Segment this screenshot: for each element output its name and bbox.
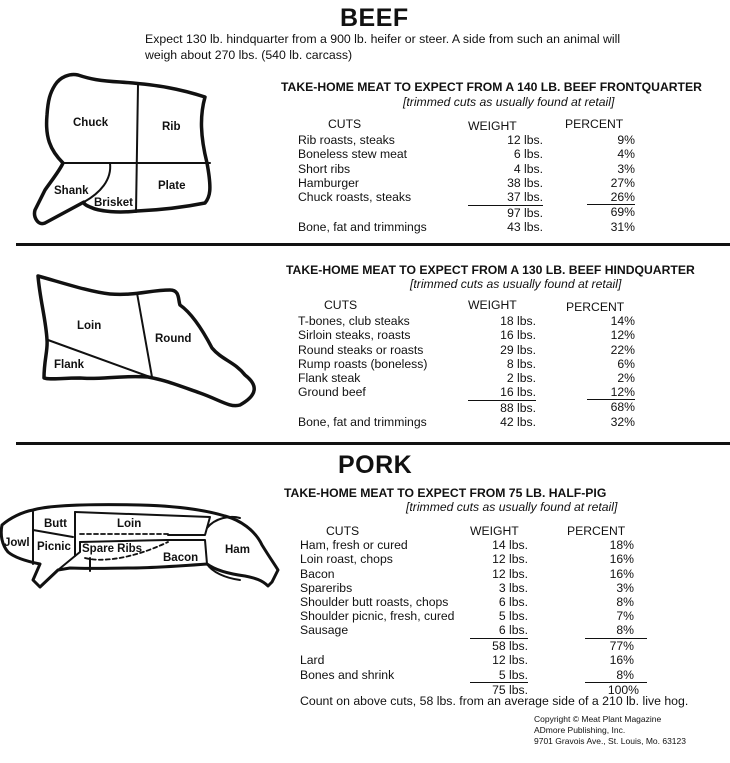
cut-name: Chuck roasts, steaks — [298, 190, 412, 205]
cut-percent: 8% — [585, 623, 647, 638]
cut-weight: 42 lbs. — [500, 415, 536, 430]
cut-percent: 4% — [617, 147, 635, 162]
subtotal-percent: 68% — [610, 400, 635, 415]
cut-name: Boneless stew meat — [298, 147, 408, 162]
cut-weight: 12 lbs. — [507, 133, 543, 148]
cut-weight: 6 lbs. — [513, 147, 543, 162]
cut-name: Flank steak — [298, 371, 361, 386]
cut-percent: 22% — [610, 342, 635, 357]
subtotal-weight: 88 lbs. — [500, 400, 536, 415]
copyright-line-3: 9701 Gravois Ave., St. Louis, Mo. 63123 — [534, 736, 686, 746]
diagram-label-butt: Butt — [44, 518, 67, 530]
column-header-weight: WEIGHT — [468, 119, 517, 133]
diagram-label-flank: Flank — [54, 359, 85, 371]
cut-weight: 16 lbs. — [468, 385, 536, 400]
diagram-label-brisket: Brisket — [94, 197, 133, 209]
cut-percent: 6% — [617, 356, 635, 371]
column-header-cuts: CUTS — [328, 117, 362, 131]
cut-name: Shoulder picnic, fresh, cured — [300, 609, 455, 624]
table-row — [298, 343, 653, 357]
copyright-line-1: Copyright © Meat Plant Magazine — [534, 714, 662, 724]
beef-hindquarter-diagram — [0, 250, 280, 420]
table-header-row — [300, 524, 655, 538]
hindquarter-table — [298, 298, 653, 429]
cut-weight: 5 lbs. — [498, 609, 528, 624]
beef-intro: Expect 130 lb. hindquarter from a 900 lb. heifer or steer. A side from such an animal will weigh about 270 lbs. (540 lb. carcass) — [145, 32, 621, 62]
diagram-label-picnic: Picnic — [37, 541, 71, 553]
table-row — [298, 314, 653, 328]
column-header-percent: PERCENT — [566, 300, 625, 314]
table-row — [298, 385, 653, 400]
subtotal-weight: 97 lbs. — [507, 205, 543, 220]
cut-percent: 32% — [610, 415, 635, 430]
hindquarter-subheading: [trimmed cuts as usually found at retail] — [410, 277, 622, 291]
cut-name: T-bones, club steaks — [298, 314, 410, 329]
subtotal-row — [300, 639, 655, 654]
subtotal-row — [298, 400, 653, 415]
table-row — [300, 595, 655, 609]
table-row — [298, 371, 653, 385]
cut-weight: 43 lbs. — [507, 219, 543, 234]
cut-percent: 16% — [609, 552, 634, 567]
table-row — [298, 328, 653, 342]
cut-percent: 14% — [610, 314, 635, 329]
column-header-weight: WEIGHT — [468, 298, 517, 312]
pork-halfpig-diagram — [0, 490, 285, 600]
subtotal-row — [298, 205, 653, 220]
cut-weight: 8 lbs. — [506, 356, 536, 371]
table-row — [298, 176, 653, 190]
table-row — [300, 567, 655, 581]
cut-weight: 12 lbs. — [492, 566, 528, 581]
cut-name: Bone, fat and trimmings — [298, 219, 427, 234]
total-weight: 75 lbs. — [492, 683, 528, 698]
beef-title: BEEF — [340, 4, 409, 32]
diagram-label-chuck: Chuck — [73, 117, 109, 129]
table-row — [300, 552, 655, 566]
frontquarter-table — [298, 117, 653, 234]
cut-name: Lard — [300, 653, 325, 668]
cut-name: Shoulder butt roasts, chops — [300, 595, 449, 610]
total-percent: 100% — [607, 682, 639, 697]
pork-title: PORK — [338, 451, 413, 479]
diagram-label-loin: Loin — [117, 518, 142, 530]
table-row — [300, 609, 655, 623]
table-row — [300, 538, 655, 552]
halfpig-table — [300, 524, 655, 697]
column-header-weight: WEIGHT — [470, 524, 519, 538]
cut-weight: 6 lbs. — [470, 623, 528, 638]
table-row — [298, 190, 653, 205]
cut-percent: 26% — [587, 190, 635, 205]
diagram-label-jowl: Jowl — [4, 537, 30, 549]
table-row — [298, 162, 653, 176]
beef-frontquarter-diagram — [0, 65, 280, 240]
section-divider — [16, 243, 730, 246]
diagram-label-ham: Ham — [225, 544, 250, 556]
cut-weight: 3 lbs. — [498, 580, 528, 595]
cut-name: Sirloin steaks, roasts — [298, 328, 411, 343]
cut-name: Spareribs — [300, 580, 353, 595]
cut-percent: 12% — [610, 328, 635, 343]
cut-name: Rump roasts (boneless) — [298, 356, 428, 371]
column-header-cuts: CUTS — [324, 298, 358, 312]
table-row — [298, 220, 653, 234]
cut-percent: 16% — [609, 566, 634, 581]
cut-percent: 31% — [610, 219, 635, 234]
cut-percent: 7% — [616, 609, 634, 624]
diagram-label-spare-ribs: Spare Ribs — [82, 543, 143, 555]
cut-percent: 3% — [617, 161, 635, 176]
diagram-label-loin: Loin — [77, 320, 102, 332]
diagram-label-rib: Rib — [162, 121, 181, 133]
subtotal-percent: 77% — [609, 638, 634, 653]
cut-name: Loin roast, chops — [300, 552, 393, 567]
pork-footnote: Count on above cuts, 58 lbs. from an average side of a 210 lb. live hog. — [300, 694, 689, 708]
frontquarter-heading: TAKE-HOME MEAT TO EXPECT FROM A 140 LB. BEEF FRONTQUARTER — [281, 80, 702, 94]
cut-weight: 6 lbs. — [498, 595, 528, 610]
cut-name: Ham, fresh or cured — [300, 538, 408, 553]
table-row — [300, 653, 655, 667]
cut-weight: 4 lbs. — [513, 161, 543, 176]
section-divider — [16, 442, 730, 445]
halfpig-subheading: [trimmed cuts as usually found at retail] — [406, 500, 618, 514]
table-row — [298, 147, 653, 161]
table-header-row — [298, 117, 653, 133]
cut-name: Rib roasts, steaks — [298, 133, 395, 148]
cut-name: Short ribs — [298, 161, 351, 176]
cut-name: Sausage — [300, 623, 349, 638]
diagram-label-bacon: Bacon — [163, 552, 199, 564]
column-header-percent: PERCENT — [565, 117, 624, 131]
cut-weight: 18 lbs. — [500, 314, 536, 329]
cut-weight: 37 lbs. — [468, 190, 543, 205]
cut-name: Ground beef — [298, 385, 366, 400]
cut-percent: 8% — [616, 595, 634, 610]
subtotal-weight: 58 lbs. — [492, 639, 528, 654]
cut-weight: 12 lbs. — [492, 653, 528, 668]
diagram-label-plate: Plate — [158, 180, 186, 192]
table-row — [300, 668, 655, 683]
cut-percent: 27% — [610, 175, 635, 190]
cut-percent: 2% — [617, 371, 635, 386]
cut-percent: 8% — [585, 668, 647, 683]
cut-name: Bone, fat and trimmings — [298, 415, 427, 430]
cut-weight: 2 lbs. — [506, 371, 536, 386]
table-row — [300, 623, 655, 638]
diagram-label-shank: Shank — [54, 185, 89, 197]
cut-percent: 3% — [616, 580, 634, 595]
frontquarter-subheading: [trimmed cuts as usually found at retail] — [403, 95, 615, 109]
column-header-percent: PERCENT — [567, 524, 626, 538]
table-row — [298, 357, 653, 371]
column-header-cuts: CUTS — [326, 524, 360, 538]
halfpig-heading: TAKE-HOME MEAT TO EXPECT FROM 75 LB. HALF-PIG — [284, 486, 607, 500]
cut-percent: 9% — [617, 133, 635, 148]
hindquarter-heading: TAKE-HOME MEAT TO EXPECT FROM A 130 LB. BEEF HINDQUARTER — [286, 263, 695, 277]
copyright-line-2: ADmore Publishing, Inc. — [534, 725, 626, 735]
cut-percent: 18% — [609, 538, 634, 553]
cut-name: Bacon — [300, 566, 335, 581]
cut-weight: 16 lbs. — [500, 328, 536, 343]
cut-name: Bones and shrink — [300, 667, 395, 682]
subtotal-percent: 69% — [610, 205, 635, 220]
cut-name: Round steaks or roasts — [298, 342, 424, 357]
diagram-label-round: Round — [155, 333, 192, 345]
copyright-block — [534, 714, 686, 747]
cut-percent: 16% — [609, 653, 634, 668]
cut-weight: 12 lbs. — [492, 552, 528, 567]
cut-weight: 38 lbs. — [507, 175, 543, 190]
cut-weight: 29 lbs. — [500, 342, 536, 357]
table-row — [298, 415, 653, 429]
cut-name: Hamburger — [298, 175, 359, 190]
table-header-row — [298, 298, 653, 314]
cut-weight: 14 lbs. — [492, 538, 528, 553]
cut-percent: 12% — [587, 385, 635, 400]
table-row — [300, 581, 655, 595]
table-row — [298, 133, 653, 147]
cut-weight: 5 lbs. — [470, 668, 528, 683]
